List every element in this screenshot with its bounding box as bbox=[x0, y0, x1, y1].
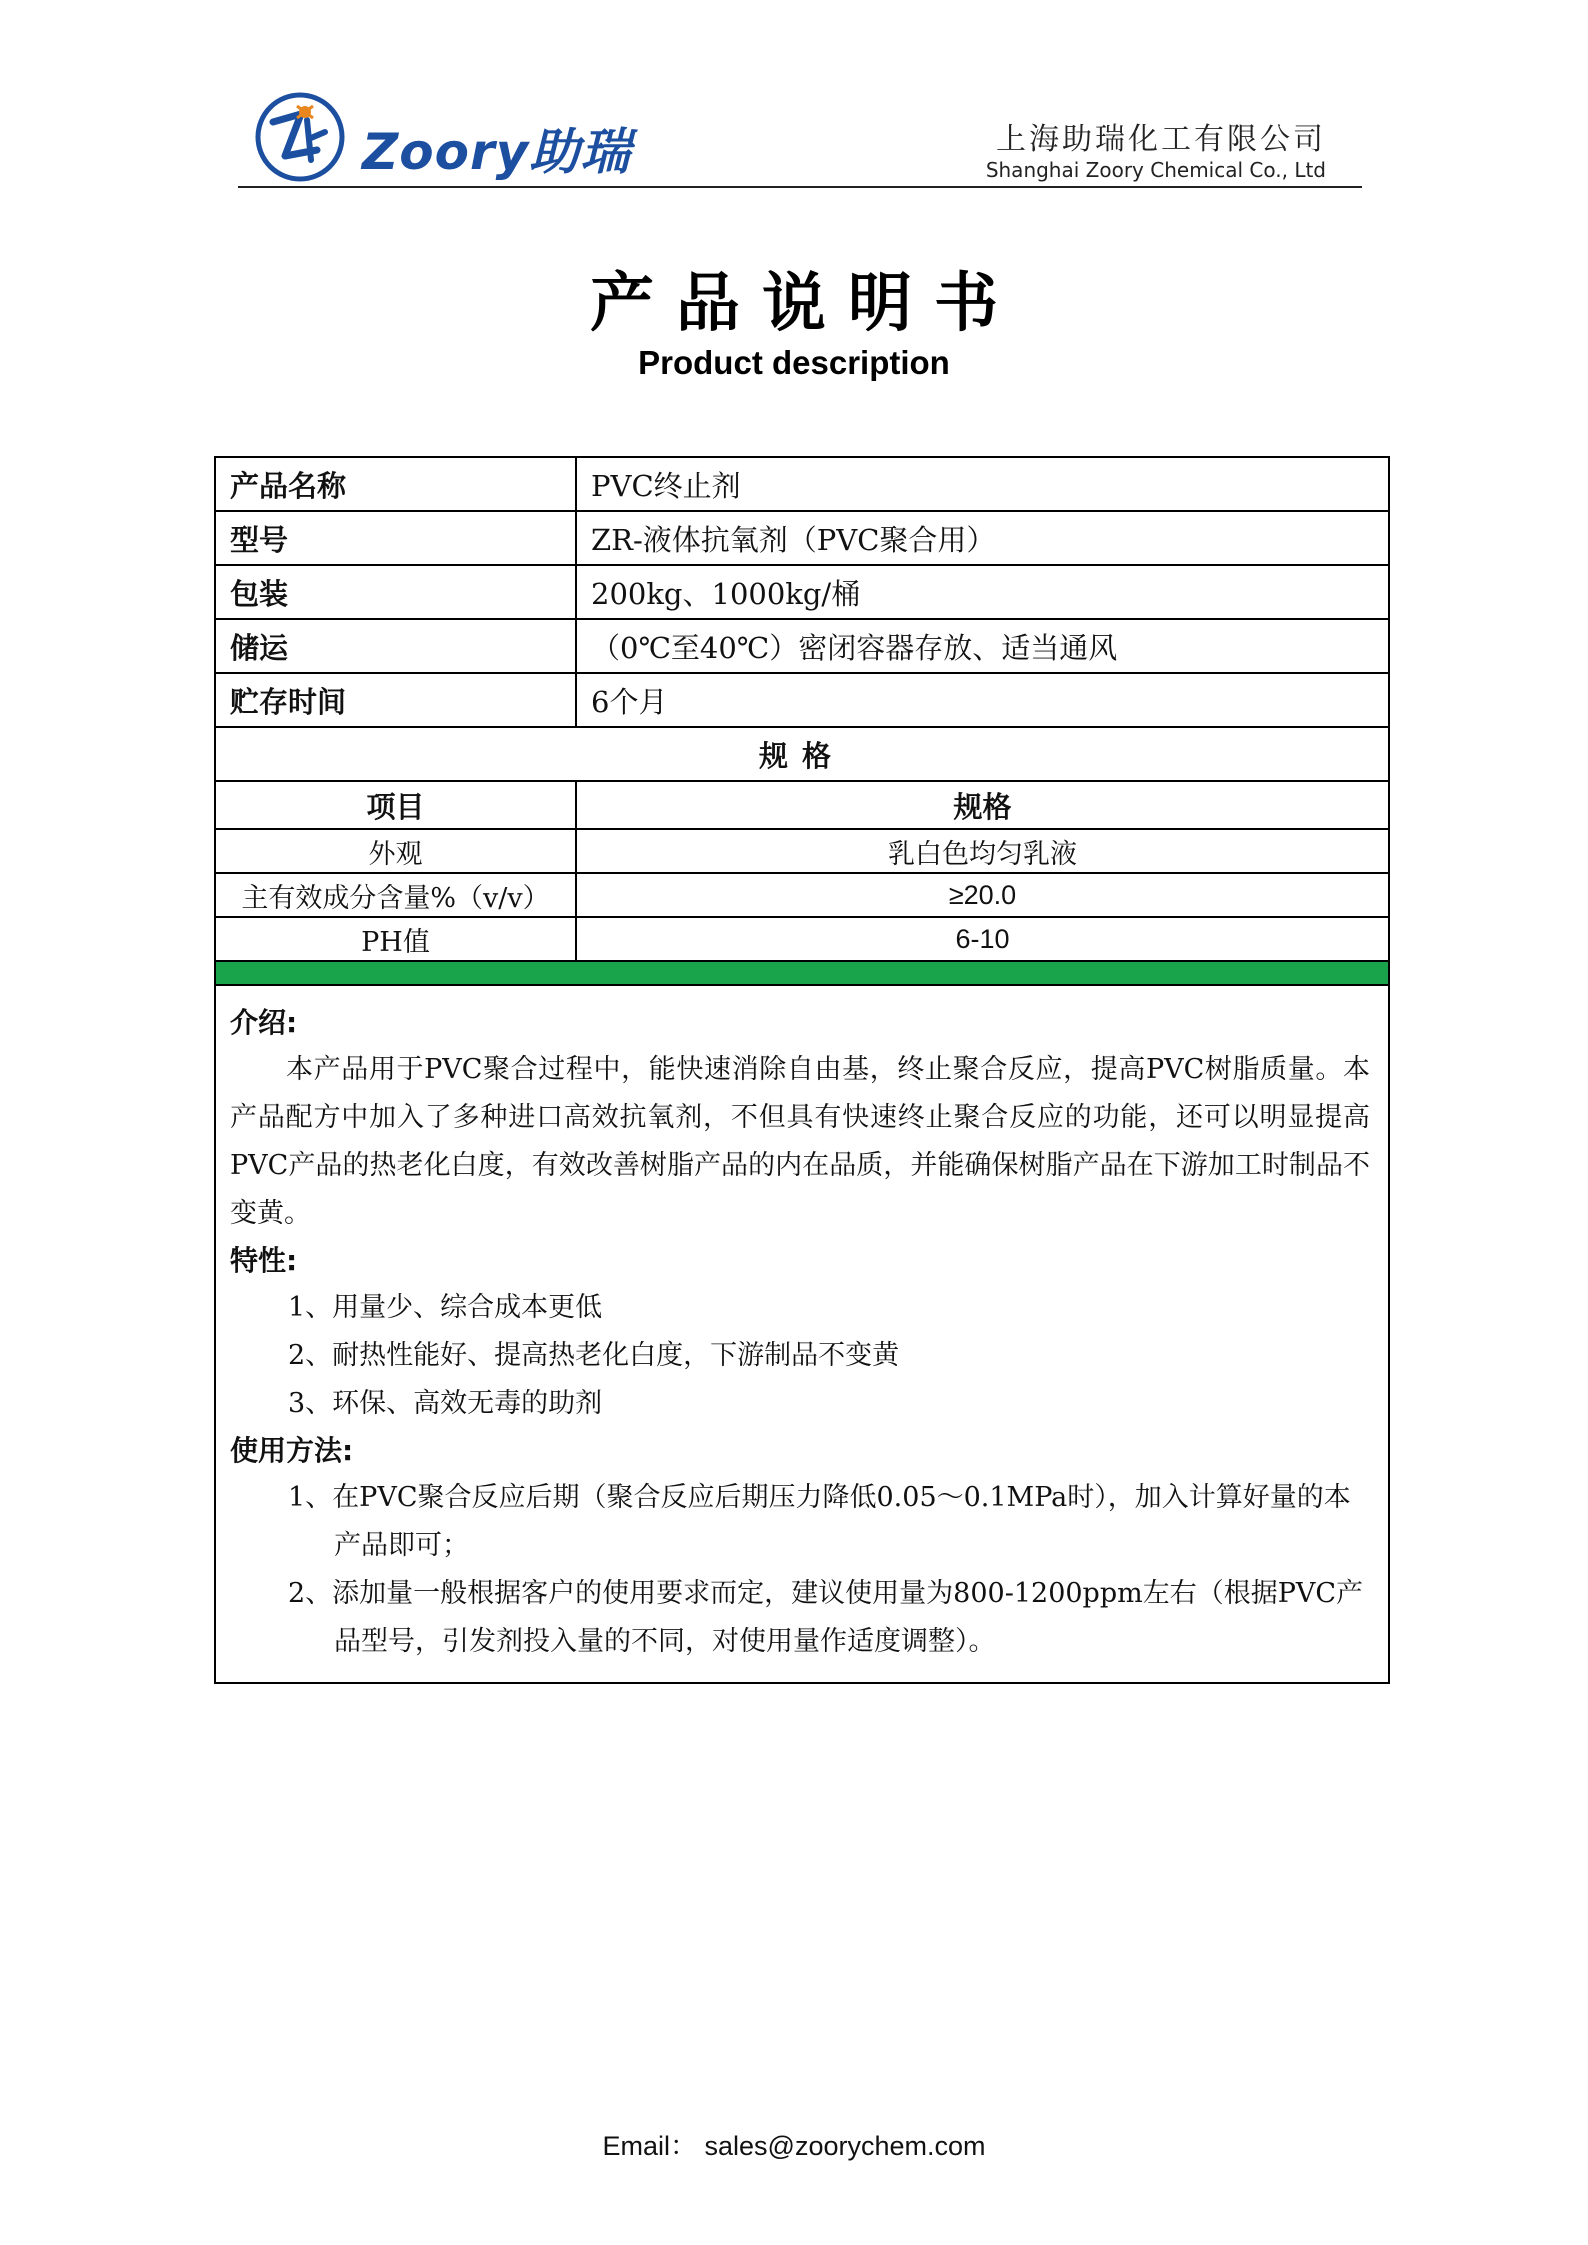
list-item: 1、用量少、综合成本更低 bbox=[288, 1292, 603, 1323]
usage-heading: 使用方法: bbox=[230, 1434, 354, 1467]
spec-section-heading: 规格 bbox=[215, 727, 1389, 781]
description-row bbox=[215, 985, 1389, 1683]
table-row bbox=[215, 457, 1389, 511]
table-row bbox=[215, 619, 1389, 673]
table-row bbox=[215, 873, 1389, 917]
spec-value: 6-10 bbox=[576, 917, 1389, 961]
list-item: 2、耐热性能好、提高热老化白度，下游制品不变黄 bbox=[288, 1340, 900, 1371]
company-name-cn: 上海助瑞化工有限公司 bbox=[996, 122, 1326, 157]
table-row bbox=[215, 917, 1389, 961]
green-divider-bar bbox=[215, 961, 1389, 985]
info-label: 贮存时间 bbox=[215, 673, 576, 727]
info-label: 产品名称 bbox=[215, 457, 576, 511]
brand-wordmark: Zoory助瑞 bbox=[362, 123, 632, 181]
spec-header-row bbox=[215, 781, 1389, 829]
info-label: 型号 bbox=[215, 511, 576, 565]
spec-item: 主有效成分含量%（v/v） bbox=[215, 873, 576, 917]
list-item: 1、在PVC聚合反应后期（聚合反应后期压力降低0.05～0.1MPa时），加入计算好量的本产品即可； bbox=[288, 1482, 1351, 1561]
product-spec-table bbox=[214, 456, 1390, 1684]
spec-section-row bbox=[215, 727, 1389, 781]
info-label: 储运 bbox=[215, 619, 576, 673]
column-header-item: 项目 bbox=[215, 781, 576, 829]
info-value: ZR-液体抗氧剂（PVC聚合用） bbox=[576, 511, 1389, 565]
intro-paragraph: 本产品用于PVC聚合过程中，能快速消除自由基，终止聚合反应，提高PVC树脂质量。本产品配方中加入了多种进口高效抗氧剂，不但具有快速终止聚合反应的功能，还可以明显提高PVC产品的热老化白度，有效改善树脂产品的内在品质，并能确保树脂产品在下游加工时制品不变黄。 bbox=[230, 1054, 1370, 1229]
spec-value: 乳白色均匀乳液 bbox=[576, 829, 1389, 873]
info-value: PVC终止剂 bbox=[576, 457, 1389, 511]
header-divider bbox=[238, 186, 1362, 188]
list-item: 3、环保、高效无毒的助剂 bbox=[288, 1388, 603, 1419]
description-cell bbox=[215, 985, 1389, 1683]
info-value: （0℃至40℃）密闭容器存放、适当通风 bbox=[576, 619, 1389, 673]
features-heading: 特性: bbox=[230, 1244, 298, 1277]
spec-item: 外观 bbox=[215, 829, 576, 873]
table-row bbox=[215, 673, 1389, 727]
page-title: 产品说明书 bbox=[590, 267, 1020, 341]
table-row bbox=[215, 565, 1389, 619]
column-header-spec: 规格 bbox=[576, 781, 1389, 829]
info-label: 包装 bbox=[215, 565, 576, 619]
spec-value: ≥20.0 bbox=[576, 873, 1389, 917]
table-row bbox=[215, 511, 1389, 565]
page-subtitle: Product description bbox=[638, 344, 950, 381]
company-name-en: Shanghai Zoory Chemical Co., Ltd bbox=[985, 158, 1326, 182]
info-value: 200kg、1000kg/桶 bbox=[576, 565, 1389, 619]
green-divider-row bbox=[215, 961, 1389, 985]
table-row bbox=[215, 829, 1389, 873]
spec-item: PH值 bbox=[215, 917, 576, 961]
info-value: 6个月 bbox=[576, 673, 1389, 727]
list-item: 2、添加量一般根据客户的使用要求而定，建议使用量为800-1200ppm左右（根据PVC产品型号，引发剂投入量的不同，对使用量作适度调整）。 bbox=[288, 1578, 1364, 1657]
company-logo-icon bbox=[255, 92, 345, 182]
footer-email: Email： sales@zoorychem.com bbox=[602, 2131, 986, 2161]
intro-heading: 介绍: bbox=[230, 1006, 298, 1039]
